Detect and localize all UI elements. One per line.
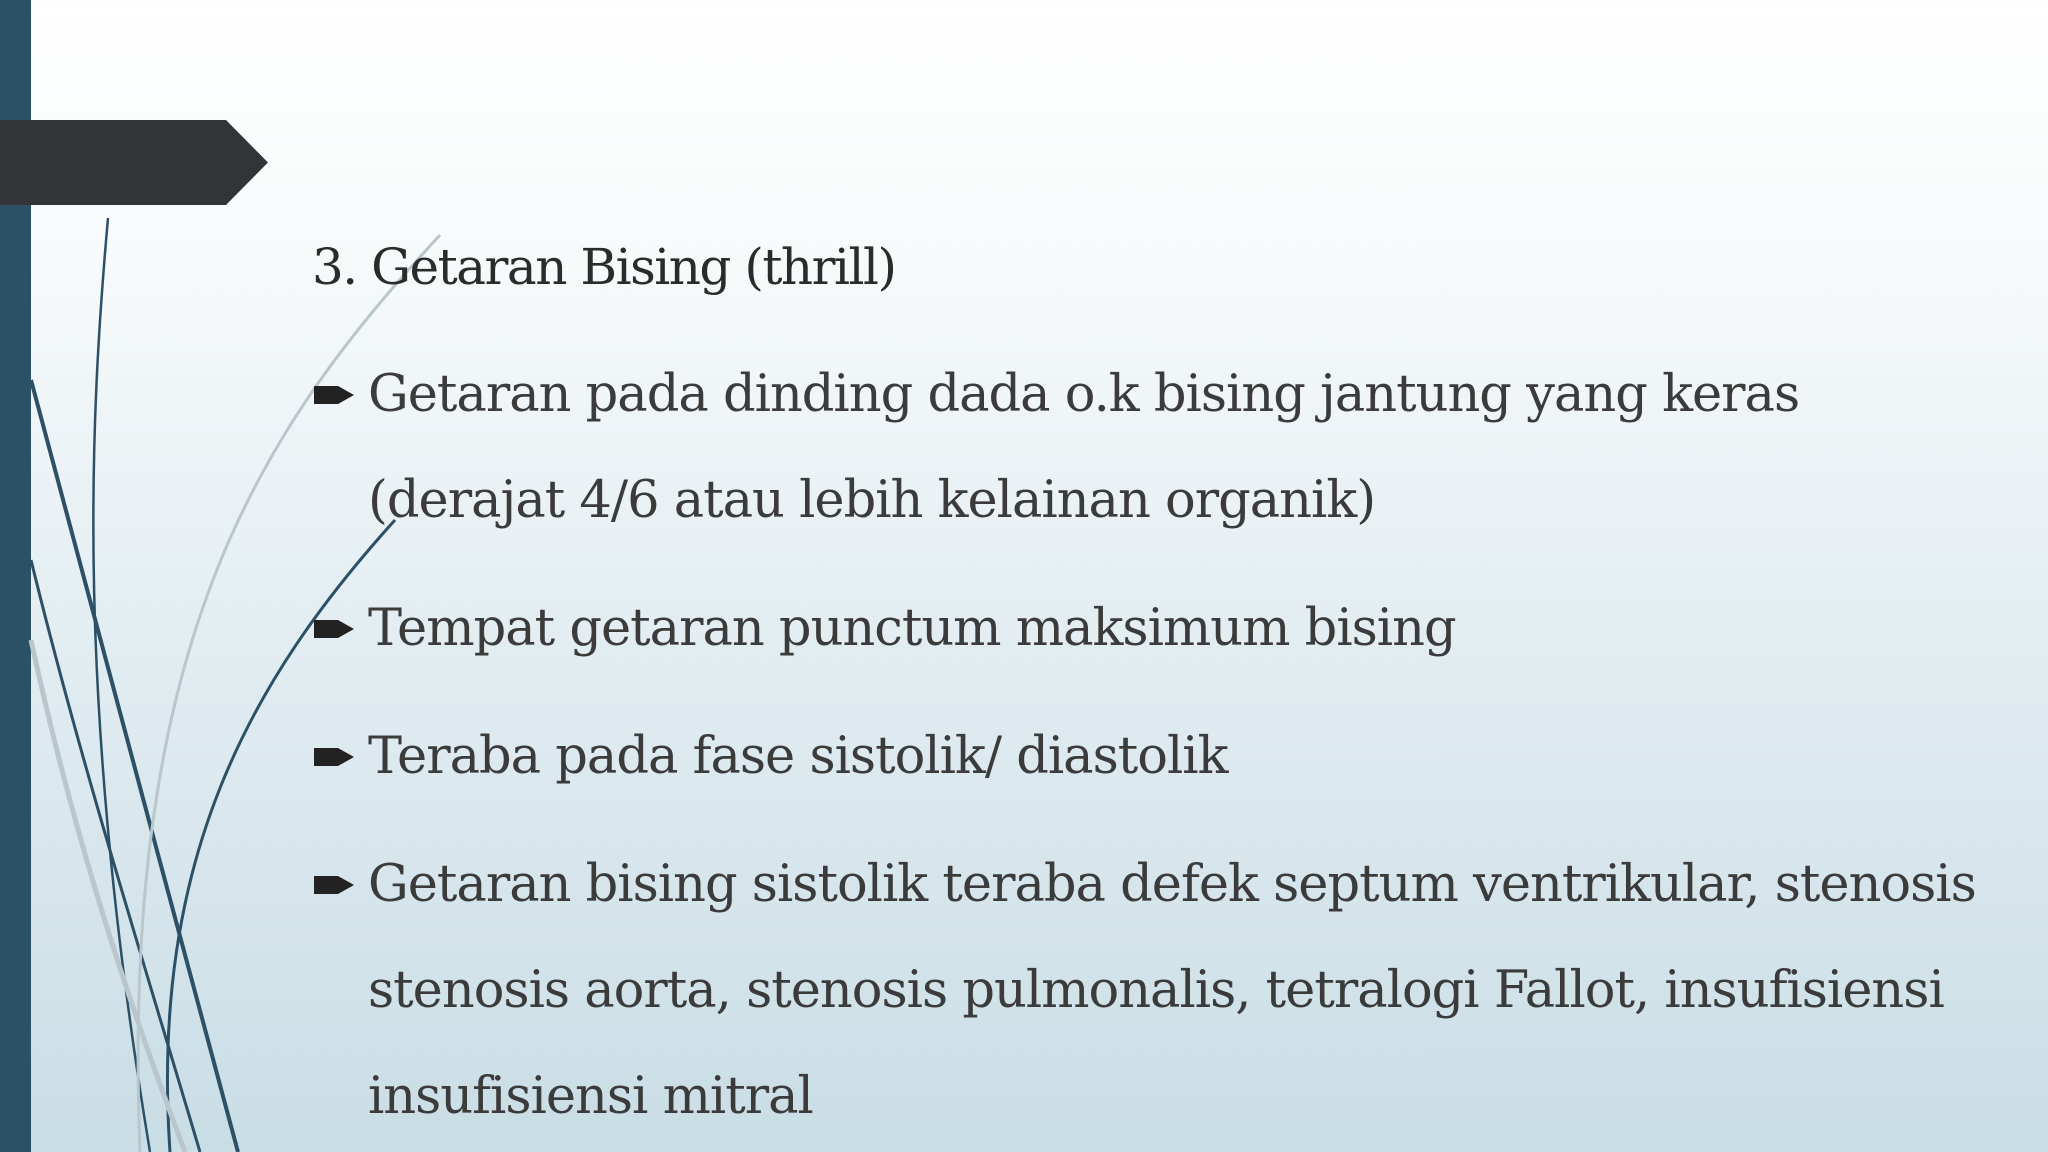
arrow-bullet-icon xyxy=(312,378,356,412)
bullet-line: stenosis aorta, stenosis pulmonalis, tetralogi Fallot, insufisiensi xyxy=(368,961,1944,1020)
bullet-line: Getaran pada dinding dada o.k bising jantung yang keras xyxy=(368,365,1800,424)
bullet-line: Teraba pada fase sistolik/ diastolik xyxy=(368,727,1228,786)
slide-heading: 3. Getaran Bising (thrill) xyxy=(312,238,896,296)
arrow-bullet-icon xyxy=(312,612,356,646)
bullet-line: (derajat 4/6 atau lebih kelainan organik) xyxy=(368,471,1376,530)
title-tab-shape xyxy=(0,120,268,205)
bullet-item xyxy=(312,832,2012,1150)
arrow-bullet-icon xyxy=(312,740,356,774)
slide-content xyxy=(312,232,2012,1152)
bullet-line: Tempat getaran punctum maksimum bising xyxy=(368,599,1456,658)
bullet-item xyxy=(312,576,2012,682)
bullet-item xyxy=(312,704,2012,810)
bullet-item xyxy=(312,342,2012,554)
bullet-line: Getaran bising sistolik teraba defek septum ventrikular, stenosis xyxy=(368,855,1976,914)
bullet-line: insufisiensi mitral xyxy=(368,1067,813,1126)
arrow-bullet-icon xyxy=(312,868,356,902)
